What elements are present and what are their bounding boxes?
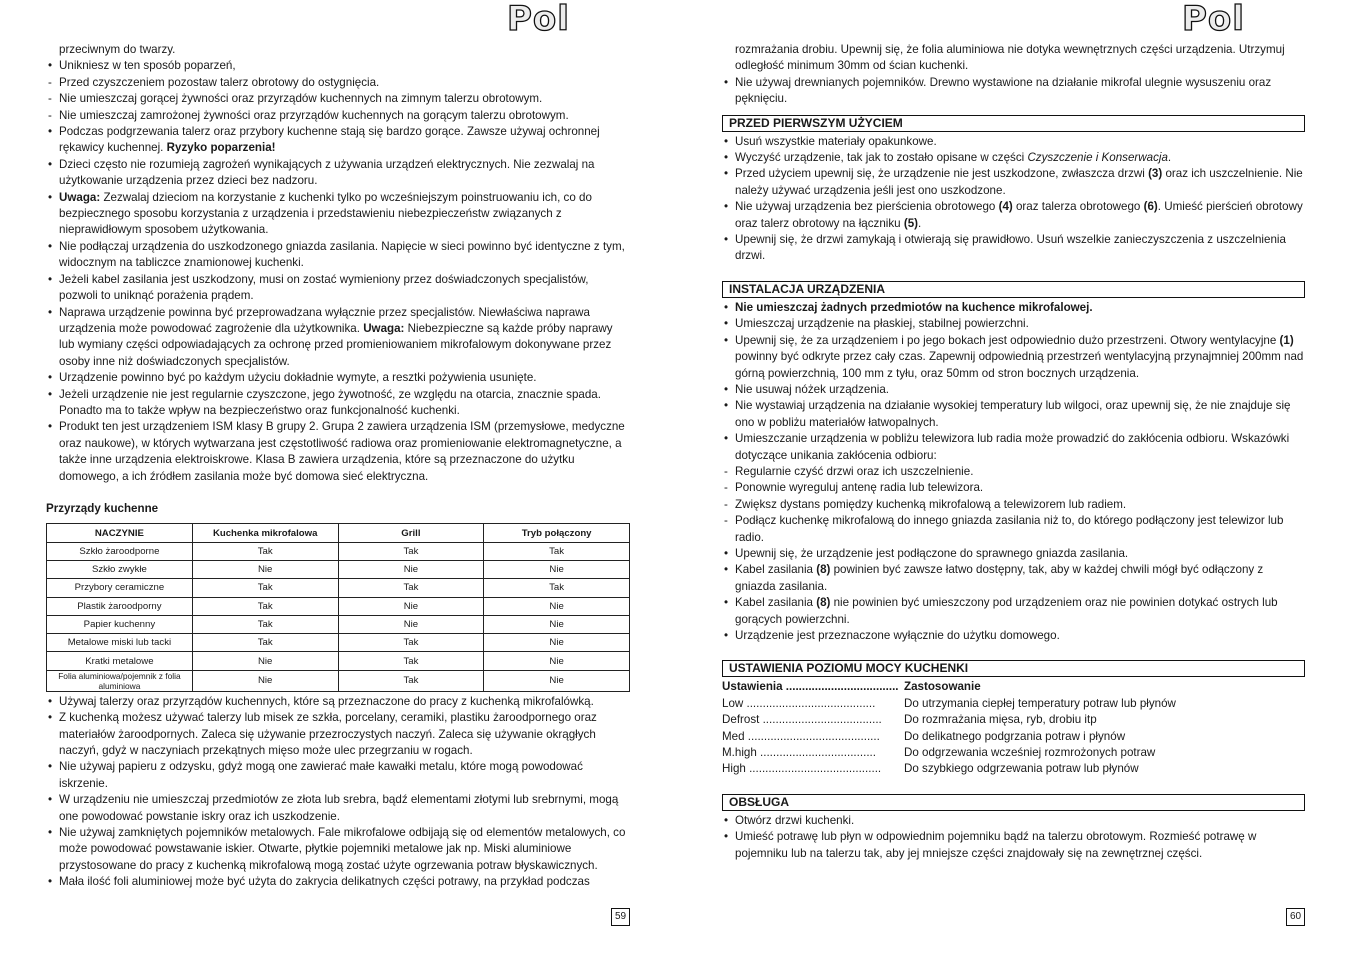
item-text: Kabel zasilania bbox=[735, 596, 817, 610]
item-text: Kabel zasilania bbox=[735, 563, 817, 577]
table-cell: Metalowe miski lub tacki bbox=[47, 634, 193, 652]
table-header-cell: NACZYNIE bbox=[47, 524, 193, 542]
list-item bbox=[46, 710, 630, 759]
item-text: . bbox=[1167, 151, 1172, 165]
dash-item bbox=[722, 497, 1305, 513]
item-text: Dzieci często nie rozumieją zagrożeń wynikających z używania urządzeń elektrycznych. Nie zezwalaj na użytkowanie urządzenia przez dzieci bez nadzoru. bbox=[59, 157, 595, 188]
table-cell: Tak bbox=[338, 542, 484, 560]
item-text: Produkt ten jest urządzeniem ISM klasy B grupy 2. Grupa 2 zawiera urządzenia ISM (przemysłowe, medyczne oraz naukowe), w których wytwarzana jest częstotliwość radiowa oraz promieniowanie elektromagnetyczne, a także inne urządzenia elektroiskrowe. Klasa B zawiera urządzenia, które są przeznaczone do użytku domowego, a ich źródłem zasilania może być domowa sieć elektryczna. bbox=[59, 420, 625, 483]
table-cell: Nie bbox=[484, 615, 630, 633]
list-item bbox=[722, 75, 1305, 108]
item-text: Nie używaj urządzenia bez pierścienia obrotowego bbox=[735, 200, 999, 214]
list-item bbox=[722, 199, 1305, 232]
installation-list bbox=[722, 300, 1305, 645]
table-cell: Tak bbox=[192, 542, 338, 560]
power-row bbox=[722, 761, 1305, 777]
item-text: Ponownie wyreguluj antenę radia lub telewizora. bbox=[735, 481, 984, 495]
emphasis: (4) bbox=[998, 200, 1013, 214]
dash-item bbox=[46, 91, 630, 107]
page-number: 60 bbox=[1286, 908, 1305, 926]
list-item bbox=[722, 562, 1305, 595]
item-italic: Czyszczenie i Konserwacja bbox=[1027, 151, 1168, 165]
language-label: Pol bbox=[1182, 0, 1245, 39]
table-title: Przyrządy kuchenne bbox=[46, 501, 159, 515]
list-item bbox=[46, 305, 630, 371]
list-item bbox=[722, 829, 1305, 862]
item-text: Przed czyszczeniem pozostaw talerz obrotowy do ostygnięcia. bbox=[59, 75, 380, 89]
table-cell: Tak bbox=[192, 597, 338, 615]
item-text: . Umieść pierścień obrotowy oraz talerz obrotowy na łączniku bbox=[735, 200, 1303, 230]
table-cell: Tak bbox=[192, 579, 338, 597]
emphasis: (3) bbox=[1148, 167, 1163, 181]
table-cell: Nie bbox=[484, 652, 630, 670]
intro-list bbox=[722, 42, 1305, 108]
power-usage: Do delikatnego podgrzania potraw i płynów bbox=[904, 729, 1126, 743]
item-text: Upewnij się, że za urządzeniem i po jego bokach jest odpowiednio dużo przestrzeni. Otwory wentylacyjne bbox=[735, 333, 1280, 347]
list-item bbox=[722, 42, 1305, 75]
table-row bbox=[47, 560, 630, 578]
table-row bbox=[47, 579, 630, 597]
item-text: Niebezpieczne są każde próby naprawy lub wymiany części odpowiadających za ochronę przed promieniowaniem mikrofalowym dokonywane przez osoby inne niż doświadczonych specjalistów. bbox=[59, 321, 613, 368]
table-cell: Kratki metalowe bbox=[47, 652, 193, 670]
power-row bbox=[722, 696, 1305, 712]
table-header-cell: Tryb połączony bbox=[484, 524, 630, 542]
list-item bbox=[46, 124, 630, 157]
item-text: Nie używaj zamkniętych pojemników metalowych. Fale mikrofalowe odbijają się od elementów metalowych, co może powodować powstawanie iskier. Otwarte, płytkie pojemniki metalowe jak np. Miski aluminiowe przystosowane do pracy z kuchenką mikrofalową mogą zostać użyte ogrzewania potraw błyskawicznych. bbox=[59, 826, 626, 872]
list-item bbox=[46, 825, 630, 874]
power-row bbox=[722, 729, 1305, 745]
item-text: Upewnij się, że urządzenie jest podłączone do sprawnego gniazda zasilania. bbox=[735, 546, 1129, 560]
left-page bbox=[46, 0, 630, 954]
item-text: Umieszczaj urządzenie na płaskiej, stabilnej powierzchni. bbox=[735, 317, 1029, 331]
list-item bbox=[46, 239, 630, 272]
table-cell: Tak bbox=[484, 579, 630, 597]
item-text: rozmrażania drobiu. Upewnij się, że folia aluminiowa nie dotyka wewnętrznych części urządzenia. Utrzymuj odległość minimum 30mm od ścian kuchenki. bbox=[735, 43, 1285, 73]
list-item bbox=[722, 166, 1305, 199]
list-item bbox=[722, 813, 1305, 829]
item-text: powinny być odkryte przez cały czas. Zapewnij odpowiednią przestrzeń wentylacyjną przynajmniej 200mm nad górną powierzchnią, 100 mm z tyłu, oraz 50mm od stron bocznych urządzenia. bbox=[735, 350, 1304, 380]
first-use-list bbox=[722, 134, 1305, 265]
dash-item bbox=[46, 108, 630, 124]
item-text: Urządzenie jest przeznaczone wyłącznie do użytku domowego. bbox=[735, 629, 1060, 642]
item-text: Mała ilość foli aluminiowej może być użyta do zakrycia delikatnych części potrawy, na przykład podczas bbox=[59, 875, 590, 889]
list-item bbox=[46, 272, 630, 305]
item-text: Umieść potrawę lub płyn w odpowiednim pojemniku bądź na talerzu obrotowym. Rozmieść potrawę w pojemniku lub na talerzu tak, aby jej mniejsze części znajdowały się na zewnętrznej części. bbox=[735, 830, 1257, 860]
language-label: Pol bbox=[507, 0, 570, 39]
item-text: Usuń wszystkie materiały opakunkowe. bbox=[735, 134, 937, 148]
power-setting: Med ......................................... bbox=[722, 729, 880, 743]
table-cell: Tak bbox=[338, 579, 484, 597]
operation-list bbox=[722, 813, 1305, 862]
list-item bbox=[722, 150, 1305, 166]
list-item bbox=[722, 333, 1305, 382]
section-heading-power-levels: USTAWIENIA POZIOMU MOCY KUCHENKI bbox=[722, 660, 1305, 677]
power-usage: Do utrzymania ciepłej temperatury potraw lub płynów bbox=[904, 696, 1176, 710]
safety-list-2 bbox=[46, 694, 630, 891]
page-number: 59 bbox=[611, 908, 630, 926]
emphasis: (5) bbox=[903, 216, 919, 230]
table-cell: Tak bbox=[192, 615, 338, 633]
emphasis: Uwaga: bbox=[59, 190, 101, 204]
item-text: Nie usuwaj nóżek urządzenia. bbox=[735, 382, 890, 396]
emphasis: Uwaga: bbox=[363, 321, 405, 335]
item-text: Otwórz drzwi kuchenki. bbox=[735, 813, 855, 827]
section-heading-operation: OBSŁUGA bbox=[722, 794, 1305, 811]
item-text: Nie wystawiaj urządzenia na działanie wysokiej temperatury lub wilgoci, oraz upewnij się, że nie znajduje się ono w pobliżu materiałów łatwopalnych. bbox=[735, 399, 1291, 429]
item-text: Nie podłączaj urządzenia do uszkodzonego gniazda zasilania. Napięcie w sieci powinno być identyczne z tym, widocznym na tabliczce znamionowej kuchenki. bbox=[59, 239, 625, 270]
item-text: Zezwalaj dzieciom na korzystanie z kuchenki tylko po wcześniejszym poinstruowaniu ich, co do bezpiecznego sposobu korzystania z urządzenia i przedstawieniu niebezpieczeństw związanych z nieprawidłowym sposobem użytkowania. bbox=[59, 190, 592, 237]
power-row bbox=[722, 712, 1305, 728]
list-item bbox=[722, 316, 1305, 332]
list-item bbox=[722, 398, 1305, 431]
emphasis: Nie umieszczaj żadnych przedmiotów na kuchence mikrofalowej. bbox=[735, 300, 1093, 314]
power-header-value: Zastosowanie bbox=[904, 680, 981, 694]
item-text: Podczas podgrzewania talerz oraz przybory kuchenne stają się bardzo gorące. Zawsze używaj ochronnej rękawicy kuchennej. bbox=[59, 125, 600, 155]
list-item bbox=[722, 232, 1305, 265]
item-text: . bbox=[918, 216, 922, 230]
item-text: W urządzeniu nie umieszczaj przedmiotów ze złota lub srebra, bądź elementami złotymi lub srebrnymi, mogą one powodować powstanie iskry oraz ich uszkodzenie. bbox=[59, 793, 619, 823]
item-text: Nie używaj drewnianych pojemników. Drewno wystawione na działanie mikrofal ulegnie wysuszeniu oraz pęknięciu. bbox=[735, 75, 1272, 106]
table-row bbox=[47, 542, 630, 560]
item-text: oraz talerza obrotowego bbox=[1012, 200, 1144, 214]
table-row bbox=[47, 615, 630, 633]
table-row bbox=[47, 652, 630, 670]
item-text: Nie używaj papieru z odzysku, gdyż mogą one zawierać małe kawałki metalu, które mogą powodować iskrzenie. bbox=[59, 760, 583, 790]
item-text: Unikniesz w ten sposób poparzeń, bbox=[59, 59, 236, 73]
dash-item bbox=[722, 513, 1305, 546]
table-cell: Nie bbox=[192, 670, 338, 691]
power-header bbox=[722, 679, 1305, 695]
table-row bbox=[47, 670, 630, 691]
list-item bbox=[46, 874, 630, 890]
table-cell: Folia aluminiowa/pojemnik z folia aluminiowa bbox=[47, 670, 193, 691]
safety-list-1 bbox=[46, 42, 630, 485]
table-cell: Nie bbox=[484, 670, 630, 691]
list-item bbox=[46, 370, 630, 386]
table-cell: Papier kuchenny bbox=[47, 615, 193, 633]
table-cell: Tak bbox=[484, 542, 630, 560]
list-item bbox=[722, 546, 1305, 562]
item-text: Nie umieszczaj zamrożonej żywności oraz przyrządów kuchennych na gorącym talerzu obrotowym. bbox=[59, 108, 569, 122]
emphasis: Ryzyko poparzenia! bbox=[166, 141, 276, 155]
dash-item bbox=[722, 480, 1305, 496]
list-item bbox=[46, 157, 630, 190]
table-cell: Przybory ceramiczne bbox=[47, 579, 193, 597]
list-item bbox=[722, 595, 1305, 628]
emphasis: (1) bbox=[1279, 333, 1294, 347]
table-header-cell: Kuchenka mikrofalowa bbox=[192, 524, 338, 542]
power-row bbox=[722, 745, 1305, 761]
table-cell: Nie bbox=[338, 597, 484, 615]
table-cell: Plastik żaroodporny bbox=[47, 597, 193, 615]
power-setting: Defrost ..................................... bbox=[722, 713, 882, 727]
table-cell: Tak bbox=[338, 634, 484, 652]
list-item bbox=[722, 134, 1305, 150]
power-usage: Do odgrzewania wcześniej rozmrożonych potraw bbox=[904, 746, 1156, 760]
item-text: Używaj talerzy oraz przyrządów kuchennych, które są przeznaczone do pracy z kuchenką mikrofalówką. bbox=[59, 694, 594, 708]
table-cell: Nie bbox=[484, 560, 630, 578]
list-item bbox=[46, 792, 630, 825]
power-setting: M.high .................................... bbox=[722, 746, 876, 760]
emphasis: (6) bbox=[1143, 200, 1158, 214]
item-text: Jeżeli kabel zasilania jest uszkodzony, musi on zostać wymieniony przez doświadczonych specjalistów, pozwoli to uniknąć porażenia prądem. bbox=[59, 272, 589, 303]
table-cell: Nie bbox=[484, 634, 630, 652]
item-text: Urządzenie powinno być po każdym użyciu dokładnie wymyte, a resztki pożywienia usunięte. bbox=[59, 371, 537, 385]
power-setting: Low ........................................ bbox=[722, 696, 876, 710]
power-header-key: Ustawienia ................................... bbox=[722, 680, 899, 694]
table-cell: Szkło żaroodporne bbox=[47, 542, 193, 560]
item-text: Z kuchenką możesz używać talerzy lub misek ze szkła, porcelany, ceramiki, plastiku żaroodpornego oraz materiałów żaroodpornych. Zaleca się używanie przezroczystych naczyń. Zaleca się używanie okrągłych naczyń, gdyż w naczyniach przekątnych mięso może ulec przegrzaniu w rogach. bbox=[59, 711, 597, 757]
list-item bbox=[46, 190, 630, 239]
section-heading-installation: INSTALACJA URZĄDZENIA bbox=[722, 281, 1305, 298]
power-setting: High ......................................... bbox=[722, 762, 882, 776]
list-item bbox=[46, 42, 630, 58]
power-usage: Do szybkiego odgrzewania potraw lub płynów bbox=[904, 762, 1139, 776]
item-text: Zwiększ dystans pomiędzy kuchenką mikrofalową a telewizorem lub radiem. bbox=[735, 497, 1127, 511]
item-text: Naprawa urządzenie powinna być przeprowadzana wyłącznie przez specjalistów. Niewłaściwa naprawa urządzenia może powodować zagrożenie dla użytkownika. bbox=[59, 305, 591, 335]
dash-item bbox=[46, 75, 630, 91]
list-item bbox=[722, 628, 1305, 644]
cookware-table bbox=[46, 523, 630, 691]
table-cell: Tak bbox=[338, 652, 484, 670]
item-text: Upewnij się, że drzwi zamykają i otwierają się prawidłowo. Usuń wszelkie zanieczyszczenia z uszczelnienia drzwi. bbox=[735, 233, 1286, 263]
emphasis: (8) bbox=[816, 596, 831, 610]
item-text: przeciwnym do twarzy. bbox=[59, 43, 176, 56]
section-heading-first-use: PRZED PIERWSZYM UŻYCIEM bbox=[722, 115, 1305, 132]
item-text: Jeżeli urządzenie nie jest regularnie czyszczone, jego żywotność, ze względu na otarcia, znacznie spada. Ponadto ma to także wpływ na bezpieczeństwo oraz funkcjonalność kuchenki. bbox=[59, 387, 601, 417]
table-cell: Nie bbox=[338, 615, 484, 633]
table-cell: Tak bbox=[192, 634, 338, 652]
item-text: oraz ich uszczelnienie. Nie należy używać urządzenia jeśli jest ono uszkodzone. bbox=[735, 167, 1303, 197]
list-item bbox=[722, 382, 1305, 398]
list-item bbox=[46, 58, 630, 74]
item-text: Podłącz kuchenkę mikrofalową do innego gniazda zasilania niż to, do którego podłączony jest telewizor lub radio. bbox=[735, 514, 1284, 544]
list-item bbox=[722, 300, 1305, 316]
emphasis: (8) bbox=[816, 563, 831, 577]
item-text: Nie umieszczaj gorącej żywności oraz przyrządów kuchennych na zimnym talerzu obrotowym. bbox=[59, 92, 543, 106]
power-table bbox=[722, 696, 1305, 778]
item-text: Wyczyść urządzenie, tak jak to zostało opisane w części bbox=[735, 151, 1028, 165]
table-cell: Nie bbox=[192, 652, 338, 670]
list-item bbox=[46, 419, 630, 485]
item-text: Regularnie czyść drzwi oraz ich uszczelnienie. bbox=[735, 464, 974, 478]
table-row bbox=[47, 597, 630, 615]
list-item bbox=[46, 387, 630, 420]
table-cell: Szkło zwykłe bbox=[47, 560, 193, 578]
item-text: Przed użyciem upewnij się, że urządzenie nie jest uszkodzone, zwłaszcza drzwi bbox=[735, 167, 1149, 181]
list-item bbox=[722, 431, 1305, 464]
table-cell: Nie bbox=[192, 560, 338, 578]
item-text: powinien być zawsze łatwo dostępny, tak, aby w każdej chwili mógł być odłączony z gniazda zasilania. bbox=[735, 563, 1264, 593]
table-cell: Tak bbox=[338, 670, 484, 691]
table-cell: Nie bbox=[484, 597, 630, 615]
item-text: nie powinien być umieszczony pod urządzeniem oraz nie powinien dotykać ostrych lub gorących powierzchni. bbox=[735, 596, 1278, 626]
table-header-cell: Grill bbox=[338, 524, 484, 542]
right-page bbox=[722, 0, 1305, 954]
item-text: Umieszczanie urządzenia w pobliżu telewizora lub radia może prowadzić do zakłócenia odbioru. Wskazówki dotyczące unikania zakłócenia odbioru: bbox=[735, 432, 1290, 462]
table-row bbox=[47, 634, 630, 652]
dash-item bbox=[722, 464, 1305, 480]
power-usage: Do rozmrażania mięsa, ryb, drobiu itp bbox=[904, 713, 1097, 727]
table-cell: Nie bbox=[338, 560, 484, 578]
list-item bbox=[46, 694, 630, 710]
list-item bbox=[46, 759, 630, 792]
